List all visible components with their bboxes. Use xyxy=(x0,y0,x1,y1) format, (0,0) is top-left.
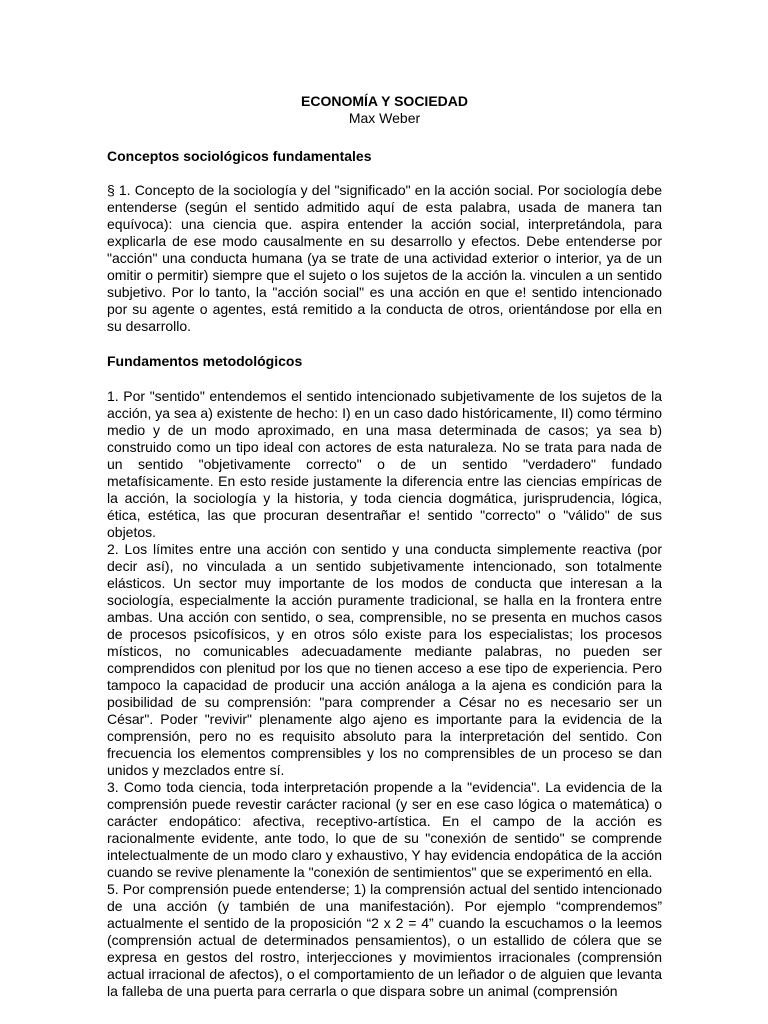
document-title: ECONOMÍA Y SOCIEDAD xyxy=(301,93,468,109)
section-heading-methodology: Fundamentos metodológicos xyxy=(107,353,303,369)
document-author: Max Weber xyxy=(348,110,421,126)
numbered-paragraph-1: 1. Por "sentido" entendemos el sentido intencionado subjetivamente de los sujetos de la acción, ya sea a) existente de hecho: I) en un caso dado históricamente, II) como término medio y de un modo aproximado, en una masa determinada de casos; ya sea b) construido como un tipo ideal con actores de esta naturaleza. No se trata para nada de un sentido "objetivamente correcto" o de un sentido "verdadero" fundado metafísicamente. En esto reside justamente la diferencia entre las ciencias empíricas de la acción, la sociología y la historia, y toda ciencia dogmática, jurisprudencia, lógica, ética, estética, las que procuran desentrañar e! sentido "correcto" o "válido" de sus objetos. xyxy=(107,388,662,540)
numbered-paragraph-3: 3. Como toda ciencia, toda interpretación propende a la "evidencia". La evidencia de la comprensión puede revestir carácter racional (y ser en ese caso lógica o matemática) o carácter endopático: afectiva, receptivo-artística. En el campo de la acción es racionalmente evidente, ante todo, lo que de su "conexión de sentido" se comprende intelectualmente de un modo claro y exhaustivo, Y hay evidencia endopática de la acción cuando se revive plenamente la "conexión de sentimientos" que se experimentó en ella. xyxy=(107,779,662,880)
document-header xyxy=(107,92,662,127)
section-heading-concepts: Conceptos sociológicos fundamentales xyxy=(107,148,372,164)
numbered-paragraph-5: 5. Por comprensión puede entenderse; 1) la comprensión actual del sentido intencionado de una acción (y también de una manifestación). Por ejemplo “comprendemos” actualmente el sentido de la proposición “2 x 2 = 4” cuando la escuchamos o la leemos (comprensión actual de determinados pensamientos), o un estallido de cólera que se expresa en gestos del rostro, interjecciones y movimientos irracionales (comprensión actual irracional de afectos), o el comportamiento de un leñador o de alguien que levanta la falleba de una puerta para cerrarla o que dispara sobre un animal (comprensión xyxy=(107,881,662,999)
definition-paragraph: § 1. Concepto de la sociología y del "significado" en la acción social. Por sociología debe entenderse (según el sentido admitido aquí de esta palabra, usada de manera tan equívoca): una ciencia que. aspira entender la acción social, interpretándola, para explicarla de ese modo causalmente en su desarrollo y efectos. Debe entenderse por "acción" una conducta humana (ya se trate de una actividad exterior o interior, ya de un omitir o permitir) siempre que el sujeto o los sujetos de la acción la. vinculen a un sentido subjetivo. Por lo tanto, la "acción social" es una acción en que e! sentido intencionado por su agente o agentes, está remitido a la conducta de otros, orientándose por ella en su desarrollo. xyxy=(107,182,662,334)
numbered-paragraph-2: 2. Los límites entre una acción con sentido y una conducta simplemente reactiva (por decir así), no vinculada a un sentido subjetivamente intencionado, son totalmente elásticos. Un sector muy importante de los modos de conducta que interesan a la sociología, especialmente la acción puramente tradicional, se halla en la frontera entre ambas. Una acción con sentido, o sea, comprensible, no se presenta en muchos casos de procesos psicofísicos, y en otros sólo existe para los especialistas; los procesos místicos, no comunicables adecuadamente mediante palabras, no pueden ser comprendidos con plenitud por los que no tienen acceso a ese tipo de experiencia. Pero tampoco la capacidad de producir una acción análoga a la ajena es condición para la posibilidad de su comprensión: "para comprender a César no es necesario ser un César". Poder "revivir" plenamente algo ajeno es importante para la evidencia de la comprensión, pero no es requisito absoluto para la interpretación del sentido. Con frecuencia los elementos comprensibles y los no comprensibles de un proceso se dan unidos y mezclados entre sí. xyxy=(107,541,662,778)
